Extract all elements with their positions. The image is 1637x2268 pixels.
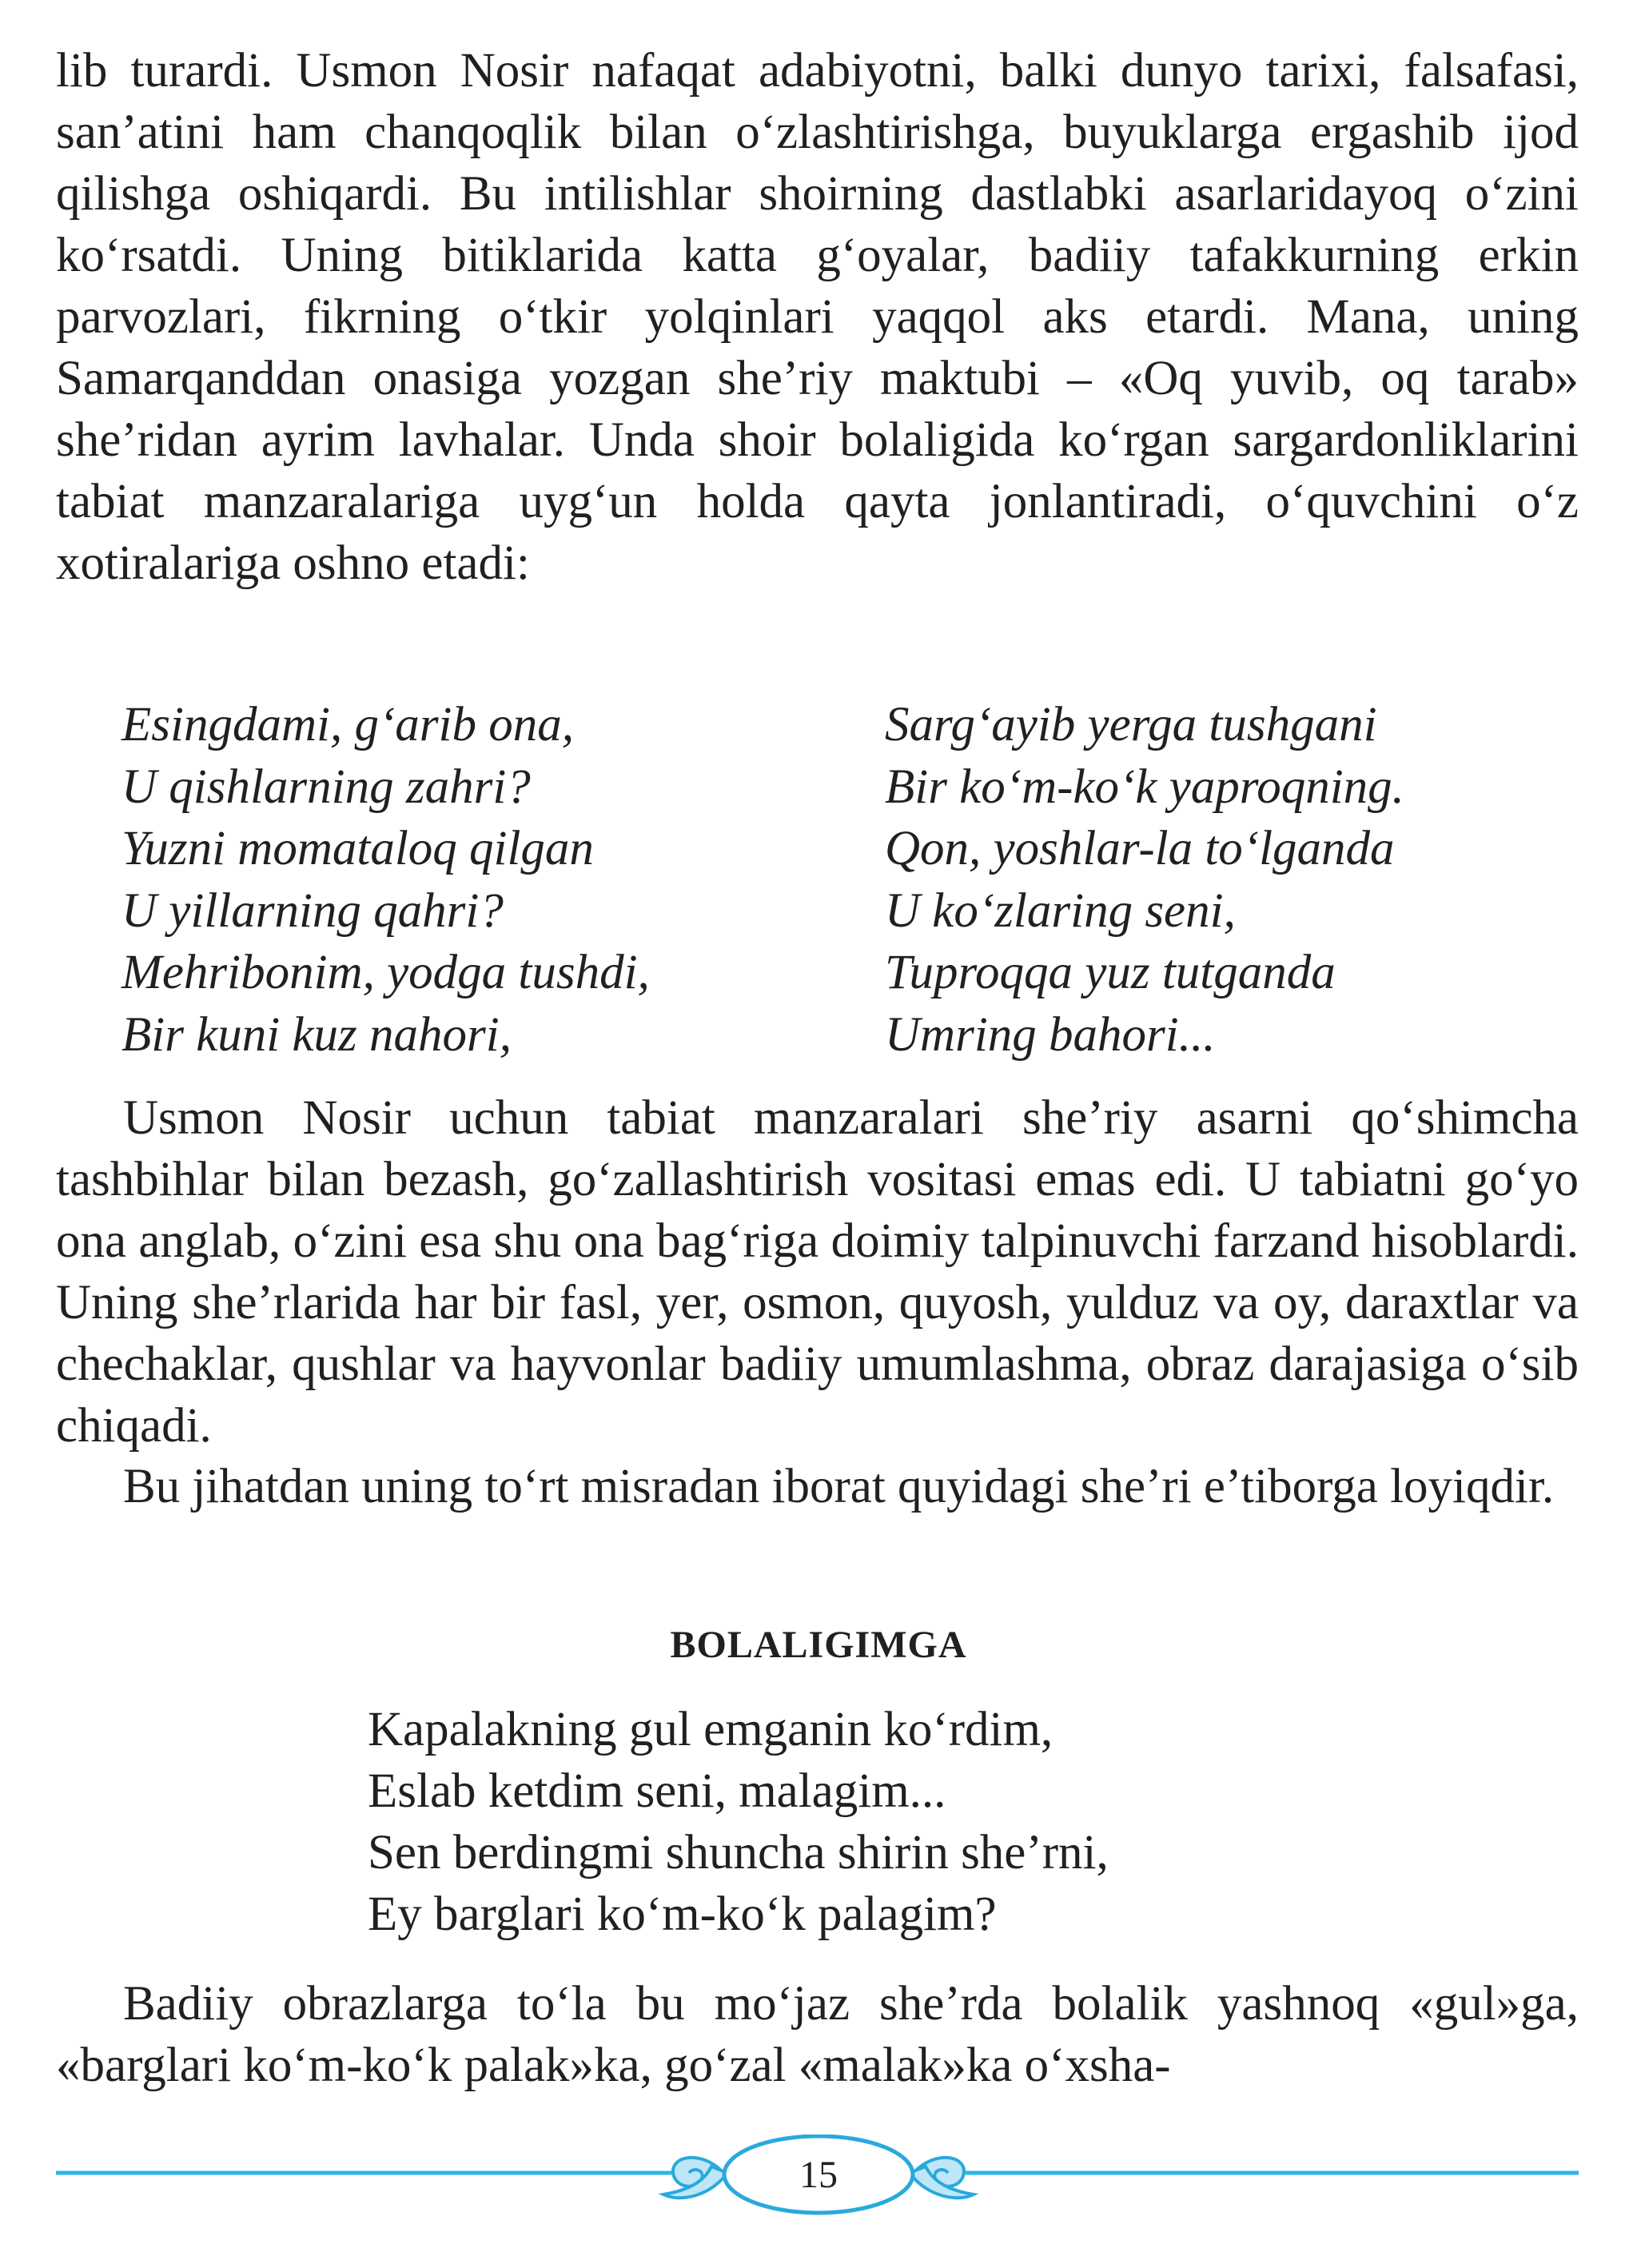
scroll-ornament-left-icon <box>663 2158 727 2198</box>
verse-line: Sarg‘ayib yerga tushgani <box>885 698 1377 751</box>
verse-line: Bir ko‘m-ko‘k yaproqning. <box>885 759 1404 814</box>
poem-line: Sen berdingmi shuncha shirin she’rni, <box>368 1826 1109 1879</box>
verse-line: U qishlarning zahri? <box>121 759 531 814</box>
verse-line: Qon, yoshlar-la to‘lganda <box>885 822 1395 875</box>
poem-title: BOLALIGIMGA <box>670 1624 967 1666</box>
poem-bolaligimga <box>368 1699 1109 1945</box>
body-text-block <box>56 40 1579 594</box>
body-text-block <box>56 1456 1579 1517</box>
paragraph-badiiy: Badiiy obrazlarga to‘la bu mo‘jaz she’rda bolalik yashnoq «gul»ga, «barglari ko‘m-ko‘k palak»ka, go‘zal «malak»ka o‘xsha- <box>56 1977 1579 2092</box>
paragraph-usmon: Usmon Nosir uchun tabiat manzaralari she’riy asarni qo‘shimcha tashbihlar bilan bezash, go‘zallashtirish vositasi emas edi. U tabiatni go‘yo ona anglab, o‘zini esa shu ona bag‘riga doimiy talpinuvchi farzand hisoblardi. Uning she’rlarida har bir fasl, yer, osmon, quyosh, yulduz va oy, daraxtlar va chechaklar, qushlar va hayvonlar badiiy umumlashma, obraz darajasiga o‘sib chiqadi. <box>56 1091 1579 1453</box>
verse-column-left <box>121 694 650 1066</box>
paragraph-bu: Bu jihatdan uning to‘rt misradan iborat quyidagi she’ri e’tiborga loyiqdir. <box>123 1460 1555 1513</box>
verse-column-right <box>885 694 1404 1066</box>
body-text-block <box>56 1973 1579 2096</box>
body-text-block <box>56 1087 1579 1457</box>
page-number: 15 <box>799 2154 838 2196</box>
verse-line: Yuzni momataloq qilgan <box>121 822 594 875</box>
verse-line: Tuproqqa yuz tutganda <box>885 946 1336 999</box>
verse-line: U ko‘zlaring seni, <box>885 883 1236 938</box>
verse-line: Esingdami, g‘arib ona, <box>121 698 574 751</box>
poem-line: Kapalakning gul emganin ko‘rdim, <box>368 1703 1053 1756</box>
verse-line: Mehribonim, yodga tushdi, <box>121 946 650 999</box>
verse-line: Umring bahori... <box>885 1007 1216 1062</box>
intro-paragraph: lib turardi. Usmon Nosir nafaqat adabiyotni, balki dunyo tarixi, falsafasi, san’atini ham chanqoqlik bilan o‘zlashtirishga, buyuklarga ergashib ijod qilishga oshiqardi. Bu intilishlar shoirning dastlabki asarlaridayoq o‘zini ko‘rsatdi. Uning bitiklarida katta g‘oyalar, badiiy tafakkurning erkin parvozlari, fikrning o‘tkir yolqinlari yaqqol aks etardi. Mana, uning Samarqanddan onasiga yozgan she’riy maktubi – «Oq yuvib, oq tarab» she’ridan ayrim lavhalar. Unda shoir bolaligida ko‘rgan sargardonliklarini tabiat manzaralariga uyg‘un holda qayta jonlantiradi, o‘quvchini o‘z xotiralariga oshno etadi: <box>56 44 1579 590</box>
scroll-ornament-right-icon <box>910 2158 974 2198</box>
verse-line: Bir kuni kuz nahori, <box>121 1007 512 1062</box>
poem-line: Eslab ketdim seni, malagim... <box>368 1764 946 1818</box>
poem-line: Ey barglari ko‘m-ko‘k palagim? <box>368 1887 997 1941</box>
verse-line: U yillarning qahri? <box>121 883 504 938</box>
